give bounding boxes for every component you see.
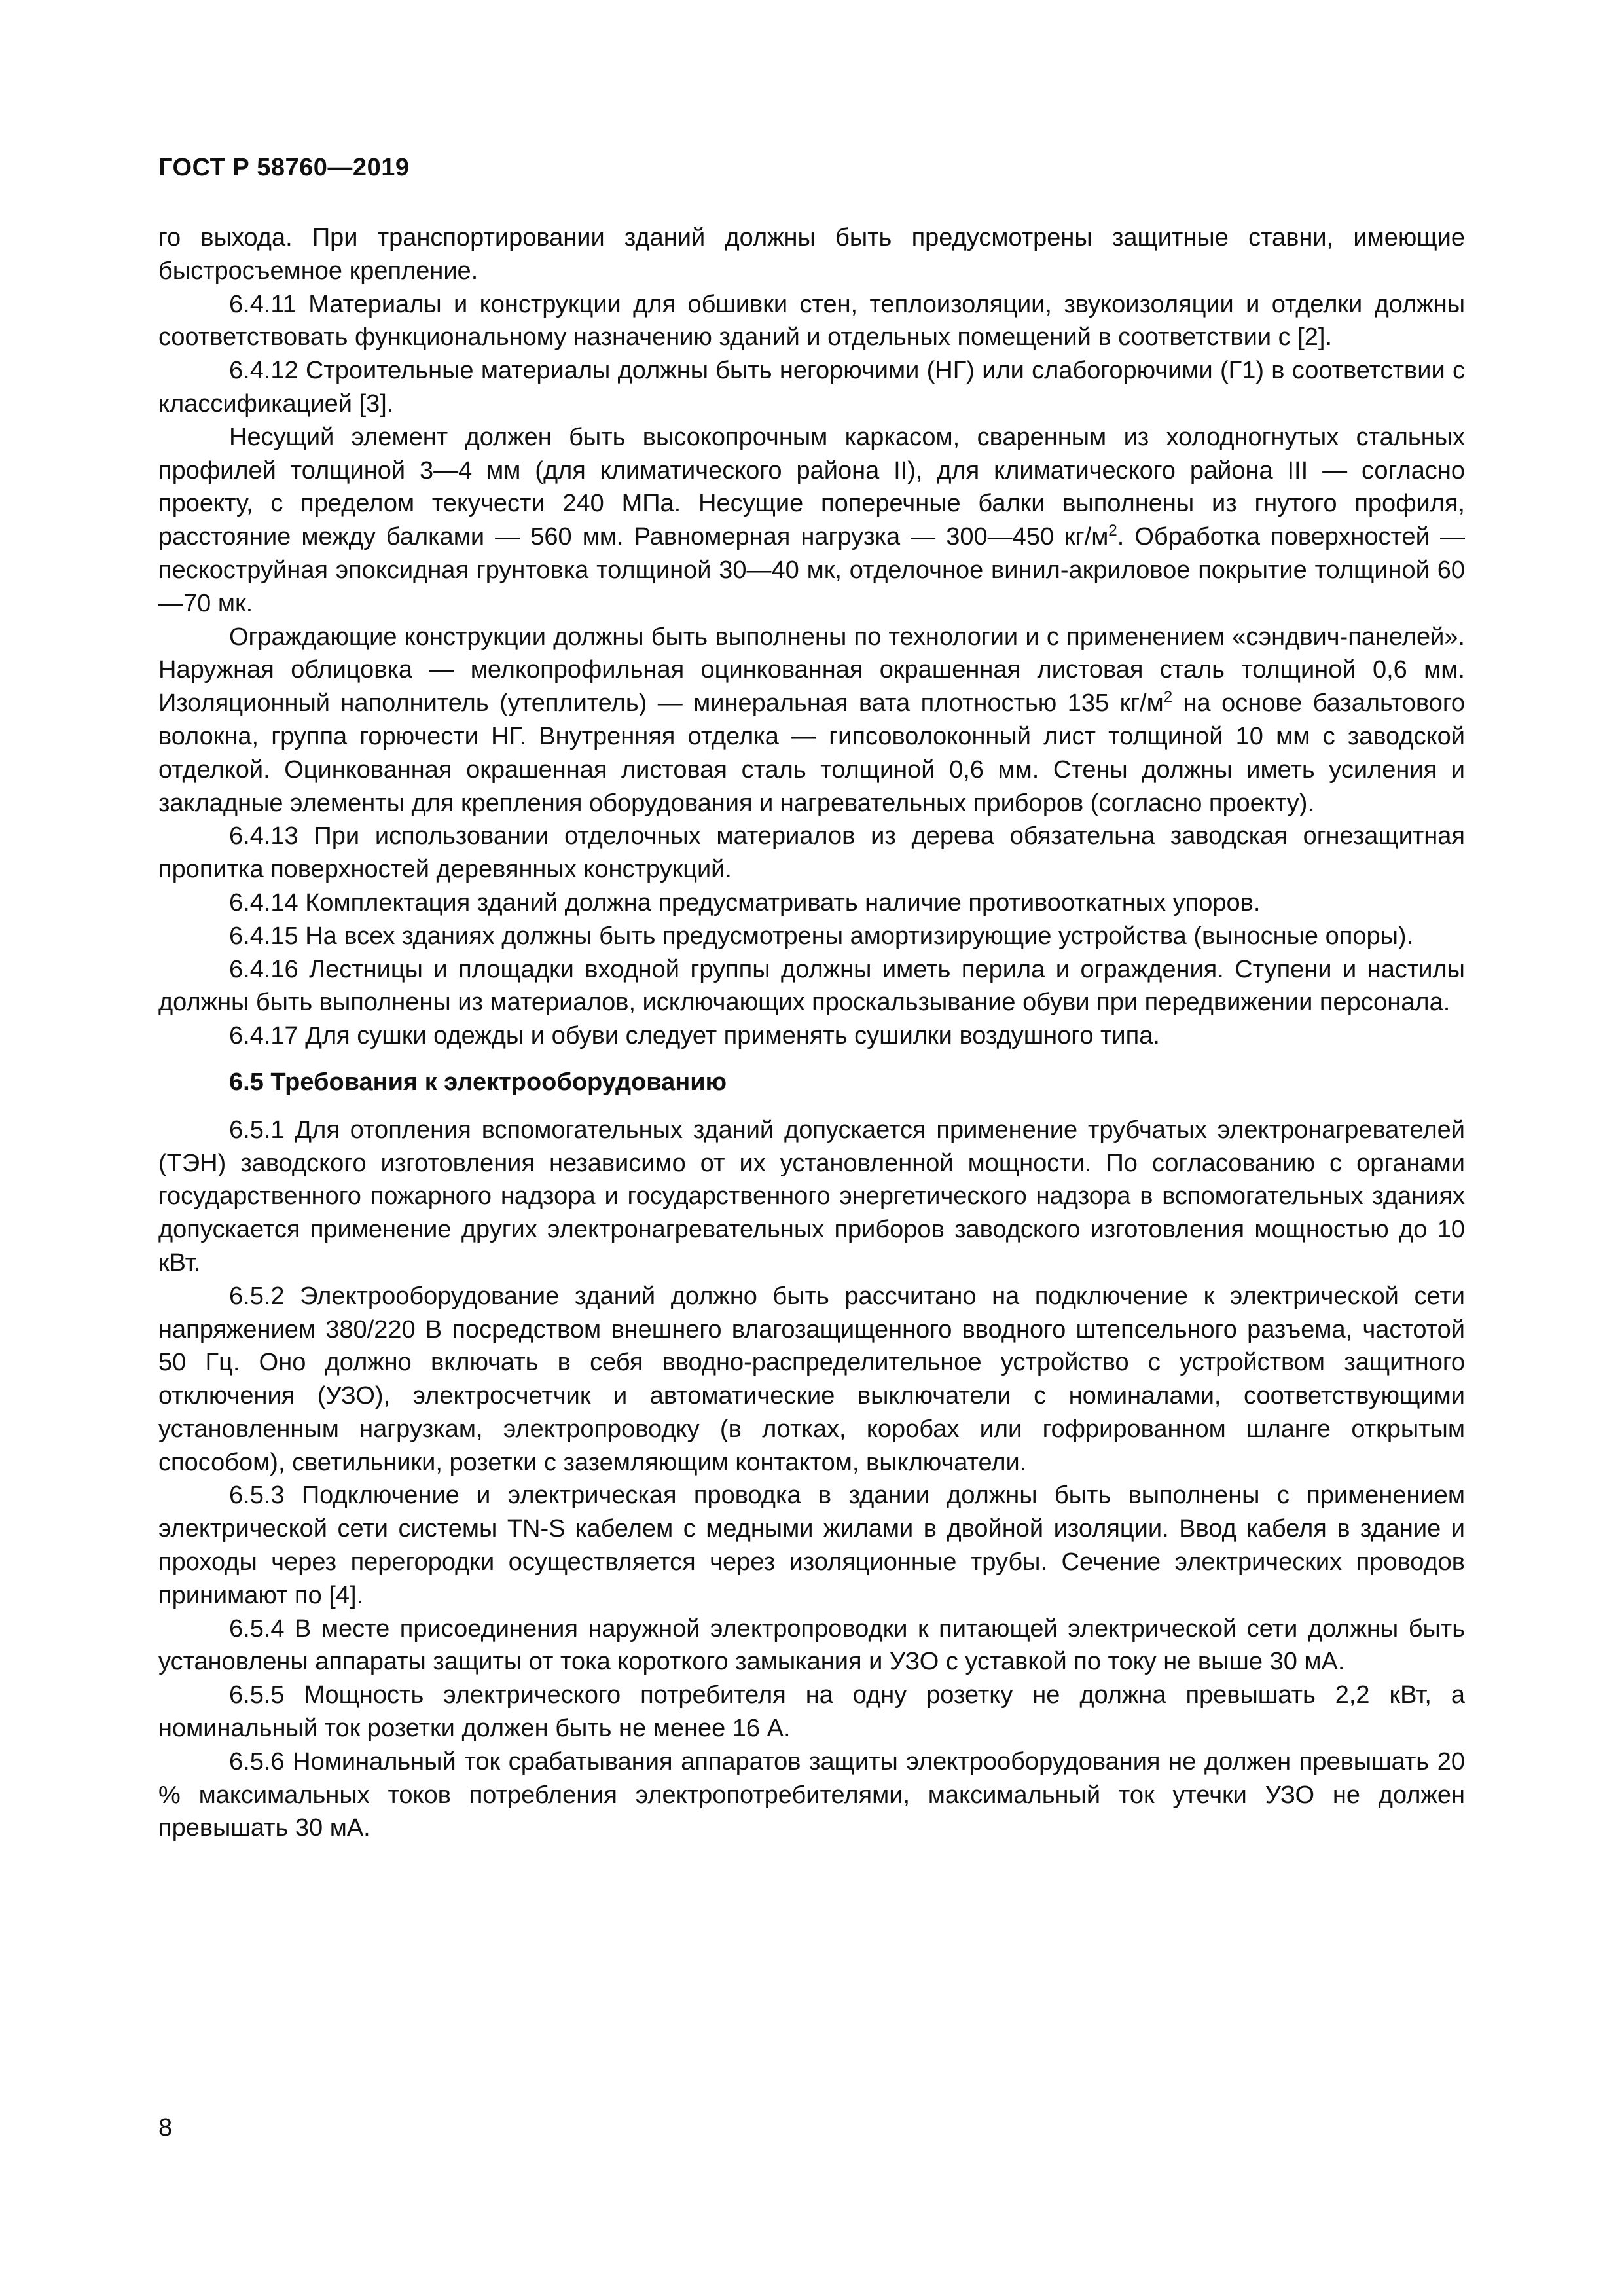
paragraph-6-4-15: 6.4.15 На всех зданиях должны быть предусмотрены амортизирующие устройства (выносные опоры). (229, 922, 1414, 950)
text-segment: . Обработка поверхностей — пескоструйная эпоксидная грунтовка толщиной 30—40 мк, отделочное винил-акриловое покрытие толщиной 60—70 мк. (158, 523, 1465, 617)
text-segment: Несущий элемент должен быть высокопрочным каркасом, сваренным из холодногнутых стальных профилей толщиной 3—4 мм (для климатического района II), для климатического района III — согласно проекту, с пределом текучести 240 МПа. Несущие поперечные балки выполнены из гнутого профиля, расстояние между балками — 560 мм. Равномерная нагрузка — 300—450 кг/м (158, 423, 1465, 551)
paragraph-load-bearing-element (158, 421, 1465, 621)
paragraph-6-4-14: 6.4.14 Комплектация зданий должна предусматривать наличие противооткатных упоров. (229, 888, 1261, 917)
paragraph-6-4-11: 6.4.11 Материалы и конструкции для обшивки стен, теплоизоляции, звукоизоляции и отделки должны соответствовать функциональному назначению зданий и отдельных помещений в соответствии с [2]. (158, 290, 1465, 352)
paragraph-6-5-3: 6.5.3 Подключение и электрическая проводка в здании должны быть выполнены с применением электрической сети системы TN-S кабелем с медными жилами в двойной изоляции. Ввод кабеля в здание и проходы через перегородки осуществляется через изоляционные трубы. Сечение электрических проводов принимают по [4]. (158, 1482, 1465, 1609)
paragraph-6-4-13: 6.4.13 При использовании отделочных материалов из дерева обязательна заводская огнезащитная пропитка поверхностей деревянных конструкций. (158, 822, 1465, 884)
superscript: 2 (1108, 522, 1117, 540)
paragraph-enclosing-structures (158, 621, 1465, 820)
paragraph-continuation: го выхода. При транспортировании зданий должны быть предусмотрены защитные ставни, имеющие быстросъемное крепление. (158, 224, 1465, 285)
paragraph-6-5-5: 6.5.5 Мощность электрического потребителя на одну розетку не должна превышать 2,2 кВт, а номинальный ток розетки должен быть не менее 16 А. (158, 1681, 1465, 1743)
paragraph-6-4-16: 6.4.16 Лестницы и площадки входной группы должны иметь перила и ограждения. Ступени и настилы должны быть выполнены из материалов, исключающих проскальзывание обуви при передвижении персонала. (158, 955, 1465, 1017)
paragraph-6-5-1: 6.5.1 Для отопления вспомогательных зданий допускается применение трубчатых электронагревателей (ТЭН) заводского изготовления независимо от их установленной мощности. По согласованию с органами государственного пожарного надзора и государственного энергетического надзора в вспомогательных зданиях допускается применение других электронагревательных приборов заводского изготовления мощностью до 10 кВт. (158, 1116, 1465, 1277)
superscript: 2 (1163, 688, 1173, 706)
paragraph-6-5-4: 6.5.4 В месте присоединения наружной электропроводки к питающей электрической сети должны быть установлены аппараты защиты от тока короткого замыкания и УЗО с уставкой по току не выше 30 мА. (158, 1614, 1465, 1676)
text-segment: на основе базальтового волокна, группа горючести НГ. Внутренняя отделка — гипсоволоконный лист толщиной 10 мм с заводской отделкой. Оцинкованная окрашенная листовая сталь толщиной 0,6 мм. Стены должны иметь усиления и закладные элементы для крепления оборудования и нагревательных приборов (согласно проекту). (158, 689, 1466, 817)
paragraph-6-4-12: 6.4.12 Строительные материалы должны быть негорючими (НГ) или слабогорючими (Г1) в соответствии с классификацией [3]. (158, 357, 1465, 418)
paragraph-6-4-17: 6.4.17 Для сушки одежды и обуви следует применять сушилки воздушного типа. (229, 1022, 1160, 1050)
document-body (158, 221, 1465, 1845)
standard-code-header: ГОСТ Р 58760—2019 (158, 154, 410, 181)
paragraph-6-5-6: 6.5.6 Номинальный ток срабатывания аппаратов защиты электрооборудования не должен превышать 20 % максимальных токов потребления электропотребителями, максимальный ток утечки УЗО не должен превышать 30 мА. (158, 1747, 1465, 1842)
section-heading-6-5: 6.5 Требования к электрооборудованию (229, 1068, 727, 1096)
page-number: 8 (158, 2114, 173, 2141)
paragraph-6-5-2: 6.5.2 Электрооборудование зданий должно быть рассчитано на подключение к электрической сети напряжением 380/220 В посредством внешнего влагозащищенного вводного штепсельного разъема, частотой 50 Гц. Оно должно включать в себя вводно-распределительное устройство с устройством защитного отключения (УЗО), электросчетчик и автоматические выключатели с номиналами, соответствующими установленным нагрузкам, электропроводку (в лотках, коробах или гофрированном шланге открытым способом), светильники, розетки с заземляющим контактом, выключатели. (158, 1282, 1465, 1476)
text-segment: Ограждающие конструкции должны быть выполнены по технологии и с применением «сэндвич-панелей». Наружная облицовка — мелкопрофильная оцинкованная окрашенная листовая сталь толщиной 0,6 мм. Изоляционный наполнитель (утеплитель) — минеральная вата плотностью 135 кг/м (158, 623, 1465, 718)
document-page (158, 0, 1465, 2296)
